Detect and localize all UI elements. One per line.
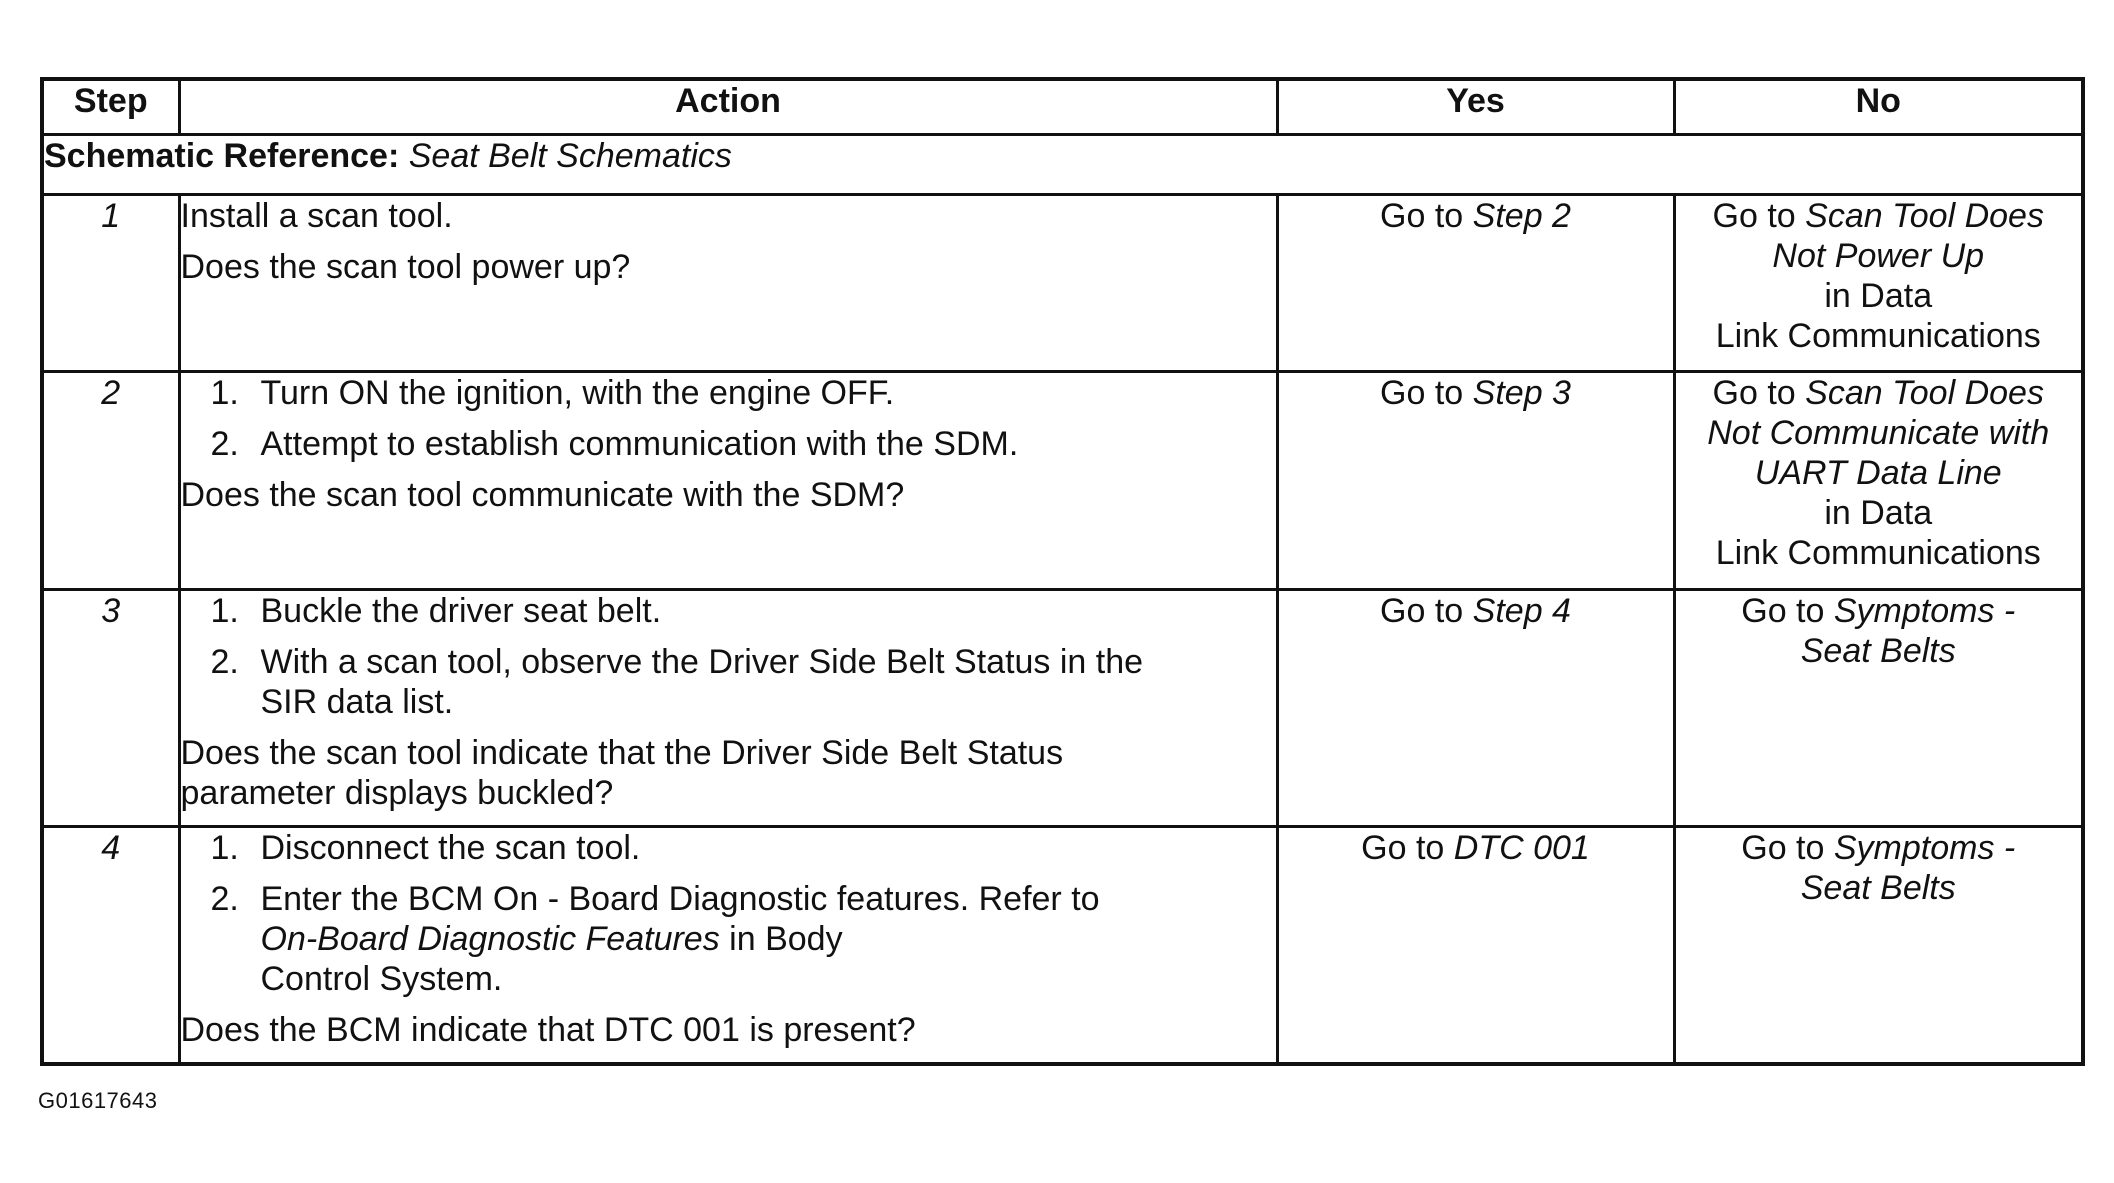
action-question: Does the scan tool power up? xyxy=(180,248,631,286)
yes-prefix: Go to xyxy=(1361,829,1445,867)
schematic-reference-label: Schematic Reference: xyxy=(44,137,400,175)
action-step-item: 2. Enter the BCM On - Board Diagnostic features. Refer to On-Board Diagnostic Features in Body Control System. xyxy=(210,880,1100,998)
yes-cell xyxy=(1277,827,1674,1064)
yes-prefix: Go to xyxy=(1380,197,1464,235)
header-action: Action xyxy=(179,79,1277,135)
no-cell xyxy=(1674,195,2083,372)
yes-cell xyxy=(1277,195,1674,372)
no-prefix: Go to xyxy=(1712,197,1796,235)
action-step-item: 2. With a scan tool, observe the Driver Side Belt Status in the SIR data list. xyxy=(210,643,1144,721)
table-row xyxy=(42,827,2083,1064)
schematic-reference-link[interactable]: Seat Belt Schematics xyxy=(408,137,732,175)
table-row xyxy=(42,372,2083,590)
no-link[interactable]: Symptoms - xyxy=(1833,829,2016,867)
no-cell xyxy=(1674,827,2083,1064)
yes-link[interactable]: Step 2 xyxy=(1472,197,1571,235)
action-steps xyxy=(181,591,1276,722)
action-question: Does the scan tool communicate with the SDM? xyxy=(180,476,905,514)
no-link[interactable]: Scan Tool Does xyxy=(1805,197,2044,235)
schematic-reference-row xyxy=(42,135,2083,195)
action-steps xyxy=(181,828,1276,999)
yes-link[interactable]: DTC 001 xyxy=(1453,829,1590,867)
action-cell xyxy=(179,372,1277,590)
header-step: Step xyxy=(42,79,179,135)
header-row xyxy=(42,79,2083,135)
action-steps xyxy=(181,373,1276,464)
action-step-item: 1. Turn ON the ignition, with the engine OFF. xyxy=(210,374,895,412)
action-step-item: 2. Attempt to establish communication with the SDM. xyxy=(210,425,1019,463)
action-cell xyxy=(179,590,1277,827)
no-suffix: Link Communications xyxy=(1715,317,2041,355)
action-ref-link[interactable]: On-Board Diagnostic Features xyxy=(260,920,720,958)
step-number: 4 xyxy=(42,827,179,1064)
no-cell xyxy=(1674,590,2083,827)
action-text: Install a scan tool. xyxy=(180,197,453,235)
no-link[interactable]: Scan Tool Does xyxy=(1805,374,2044,412)
no-link-cont[interactable]: UART Data Line xyxy=(1754,454,2002,492)
action-cell xyxy=(179,827,1277,1064)
yes-prefix: Go to xyxy=(1380,374,1464,412)
no-link-cont[interactable]: Not Power Up xyxy=(1772,237,1985,275)
diagnostic-table xyxy=(40,77,2085,1066)
action-question: Does the scan tool indicate that the Driver Side Belt Status xyxy=(180,734,1064,772)
yes-prefix: Go to xyxy=(1380,592,1464,630)
action-cell xyxy=(179,195,1277,372)
table-row xyxy=(42,195,2083,372)
schematic-reference xyxy=(42,135,2083,195)
no-suffix: in Data xyxy=(1824,277,1933,315)
header-no: No xyxy=(1674,79,2083,135)
no-link-cont[interactable]: Seat Belts xyxy=(1800,632,1956,670)
action-question: Does the BCM indicate that DTC 001 is present? xyxy=(180,1011,916,1049)
yes-cell xyxy=(1277,372,1674,590)
yes-link[interactable]: Step 4 xyxy=(1472,592,1571,630)
table-row xyxy=(42,590,2083,827)
no-prefix: Go to xyxy=(1741,829,1825,867)
step-number: 1 xyxy=(42,195,179,372)
step-number: 3 xyxy=(42,590,179,827)
no-link-cont[interactable]: Seat Belts xyxy=(1800,869,1956,907)
no-prefix: Go to xyxy=(1712,374,1796,412)
figure-id: G01617643 xyxy=(38,1088,158,1113)
no-suffix: Link Communications xyxy=(1715,534,2041,572)
step-number: 2 xyxy=(42,372,179,590)
action-step-item: 1. Disconnect the scan tool. xyxy=(210,829,641,867)
no-suffix: in Data xyxy=(1824,494,1933,532)
no-link-cont[interactable]: Not Communicate with xyxy=(1707,414,2050,452)
header-yes: Yes xyxy=(1277,79,1674,135)
action-step-item: 1. Buckle the driver seat belt. xyxy=(210,592,662,630)
action-question: parameter displays buckled? xyxy=(180,774,614,812)
no-link[interactable]: Symptoms - xyxy=(1833,592,2016,630)
no-prefix: Go to xyxy=(1741,592,1825,630)
yes-cell xyxy=(1277,590,1674,827)
yes-link[interactable]: Step 3 xyxy=(1472,374,1571,412)
no-cell xyxy=(1674,372,2083,590)
